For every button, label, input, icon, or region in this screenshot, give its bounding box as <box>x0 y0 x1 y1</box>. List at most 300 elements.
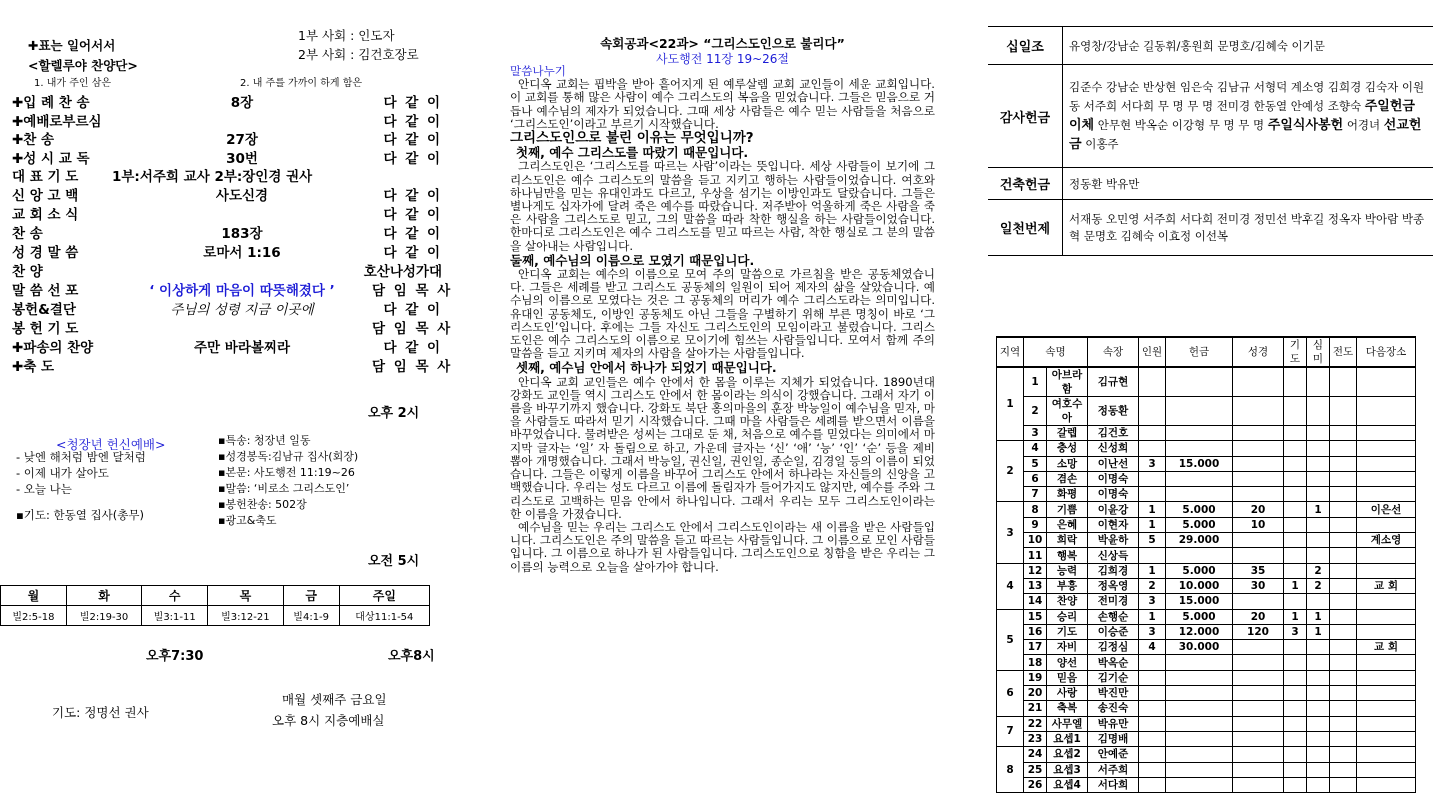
table-row <box>997 397 1416 426</box>
group-name-cell: 기쁨 <box>1047 502 1088 517</box>
question-heading: 그리스도인으로 불린 이유는 무엇입니까? <box>510 130 754 147</box>
offering-cell <box>1166 655 1233 670</box>
column-header: 속명 <box>1024 337 1088 367</box>
offering-cell <box>1166 471 1233 486</box>
leader-cell: 이승준 <box>1088 624 1139 639</box>
evangelism-cell <box>1330 731 1357 746</box>
visit-cell: 1 <box>1307 609 1330 624</box>
leader-cell: 박진만 <box>1088 686 1139 701</box>
order-leader: 다 같 이 <box>383 114 442 130</box>
group-no-cell: 3 <box>1024 426 1047 441</box>
offering-cell: 5.000 <box>1166 502 1233 517</box>
table-row <box>997 578 1416 593</box>
group-name-cell: 요셉1 <box>1047 731 1088 746</box>
order-content: 주님의 성령 지금 이곳에 <box>170 302 314 318</box>
youth-service-title: <청장년 헌신예배> <box>56 437 166 452</box>
leader-cell: 김규현 <box>1088 367 1139 397</box>
order-row <box>12 184 442 203</box>
leader-cell: 전미경 <box>1088 594 1139 609</box>
column-header: 심미 <box>1307 337 1330 367</box>
transfer-names: 안무현 박옥순 이강형 무 명 무 명 <box>1097 118 1265 132</box>
table-row <box>988 65 1433 168</box>
column-header: 헌금 <box>1166 337 1233 367</box>
offering-label: 감사헌금 <box>988 65 1063 168</box>
visit-cell <box>1307 367 1330 397</box>
table-row <box>997 609 1416 624</box>
reading-cell: 대상11:1-54 <box>339 606 429 626</box>
transfer-label: 주일헌금이체 <box>1069 99 1415 133</box>
prayer-cell <box>1284 456 1307 471</box>
meal-names: 어경녀 <box>1346 118 1381 132</box>
group-no-cell: 14 <box>1024 594 1047 609</box>
evangelism-cell <box>1330 609 1357 624</box>
lesson-subtitle: 사도행전 11장 19~26절 <box>655 52 790 66</box>
order-row <box>12 91 442 110</box>
friday-schedule-2: 오후 8시 지층예배실 <box>272 713 385 728</box>
table-row <box>997 471 1416 486</box>
members-cell: 4 <box>1139 640 1166 655</box>
visit-cell: 2 <box>1307 578 1330 593</box>
order-leader: 다 같 이 <box>383 302 442 318</box>
table-row <box>997 686 1416 701</box>
youth-right-item: ▪광고&축도 <box>218 514 277 527</box>
day-cell: 주일 <box>339 586 429 606</box>
bible-cell: 20 <box>1233 609 1284 624</box>
members-cell <box>1139 441 1166 456</box>
lesson-title: 속회공과<22과> “그리스도인으로 불리다” <box>600 36 845 51</box>
prayer-cell <box>1284 640 1307 655</box>
table-row <box>997 640 1416 655</box>
bible-cell <box>1233 686 1284 701</box>
column-header: 인원 <box>1139 337 1166 367</box>
hallelujah-choir: <할렐루야 찬양단> <box>28 58 138 73</box>
evangelism-cell <box>1330 456 1357 471</box>
visit-cell <box>1307 686 1330 701</box>
order-leader: 담 임 목 사 <box>372 321 453 337</box>
group-name-cell: 희락 <box>1047 533 1088 548</box>
prayer-cell: 3 <box>1284 624 1307 639</box>
group-name-cell: 기도 <box>1047 624 1088 639</box>
order-item: 교 회 소 식 <box>12 207 79 223</box>
bible-cell <box>1233 640 1284 655</box>
evangelism-cell <box>1330 716 1357 731</box>
visit-cell <box>1307 487 1330 502</box>
leader-cell: 이현자 <box>1088 517 1139 532</box>
members-cell <box>1139 762 1166 777</box>
next-place-cell <box>1357 367 1416 397</box>
region-cell: 8 <box>997 747 1024 793</box>
group-no-cell: 5 <box>1024 456 1047 471</box>
prayer-cell: 1 <box>1284 578 1307 593</box>
evangelism-cell <box>1330 670 1357 685</box>
bible-cell <box>1233 367 1284 397</box>
next-place-cell <box>1357 563 1416 578</box>
youth-left-item: - 오늘 나는 <box>16 482 72 496</box>
column-header: 성경 <box>1233 337 1284 367</box>
table-row <box>997 533 1416 548</box>
prayer-cell <box>1284 563 1307 578</box>
group-name-cell: 화평 <box>1047 487 1088 502</box>
bible-cell <box>1233 397 1284 426</box>
offering-cell: 12.000 <box>1166 624 1233 639</box>
offering-cell <box>1166 367 1233 397</box>
order-row <box>12 128 442 147</box>
order-content: 주만 바라볼찌라 <box>194 340 290 356</box>
visit-cell <box>1307 594 1330 609</box>
offering-cell <box>1166 701 1233 716</box>
bible-cell: 35 <box>1233 563 1284 578</box>
next-place-cell <box>1357 426 1416 441</box>
visit-cell <box>1307 747 1330 762</box>
members-cell <box>1139 655 1166 670</box>
paragraph: 안디옥 교회는 예수의 이름으로 모여 주의 말씀으로 가르침을 받은 공동체였습니다. 그들은 세례를 받고 그리스도 공동체의 일원이 되어 제자의 삶을 살았습니다. 예수님의 이름으로 모였다는 것은 그 공동체의 머리가 예수 그리스도라는 의미입니다. 유대인 공동체도, 이방인 공동체도 아닌 그들을 구별하기 위해 부른 명칭이 바로 ‘그리스도인’입니다. 후에는 그들 자신도 그리스도인의 모임이라고 불렀습니다. 그리스도인은 예수 그리스도의 이름으로 모이기에 힘쓰는 사람들입니다. 모여서 함께 주의 말씀을 듣고 지키며 제자의 사람을 살아가는 사람들입니다. <box>510 267 935 361</box>
offering-cell: 5.000 <box>1166 563 1233 578</box>
leader-cell: 정동환 <box>1088 397 1139 426</box>
next-place-cell <box>1357 624 1416 639</box>
youth-right-item: ▪말씀: ‘비로소 그리스도인’ <box>218 482 350 495</box>
cell-group-table <box>996 336 1416 793</box>
group-no-cell: 18 <box>1024 655 1047 670</box>
next-place-cell <box>1357 747 1416 762</box>
table-row <box>997 762 1416 777</box>
order-row <box>12 147 442 166</box>
next-place-cell: 이은선 <box>1357 502 1416 517</box>
leader-cell: 서주희 <box>1088 762 1139 777</box>
table-row <box>997 426 1416 441</box>
day-cell: 월 <box>1 586 67 606</box>
evangelism-cell <box>1330 548 1357 563</box>
bible-cell: 30 <box>1233 578 1284 593</box>
group-no-cell: 22 <box>1024 716 1047 731</box>
evangelism-cell <box>1330 624 1357 639</box>
order-row <box>12 355 453 375</box>
offering-table <box>988 26 1433 256</box>
offering-cell <box>1166 487 1233 502</box>
visit-cell <box>1307 777 1330 792</box>
visit-cell <box>1307 762 1330 777</box>
prayer-cell <box>1284 426 1307 441</box>
next-place-cell <box>1357 777 1416 792</box>
group-name-cell: 사랑 <box>1047 686 1088 701</box>
prayer-cell <box>1284 655 1307 670</box>
offering-cell <box>1166 426 1233 441</box>
members-cell: 2 <box>1139 578 1166 593</box>
evangelism-cell <box>1330 640 1357 655</box>
prayer-cell <box>1284 747 1307 762</box>
lesson-body <box>510 65 935 574</box>
group-no-cell: 20 <box>1024 686 1047 701</box>
group-name-cell: 양선 <box>1047 655 1088 670</box>
group-no-cell: 16 <box>1024 624 1047 639</box>
prayer-cell <box>1284 367 1307 397</box>
region-cell: 6 <box>997 670 1024 716</box>
day-cell: 목 <box>208 586 284 606</box>
group-no-cell: 19 <box>1024 670 1047 685</box>
order-row <box>12 110 442 129</box>
column-header: 기도 <box>1284 337 1307 367</box>
group-no-cell: 21 <box>1024 701 1047 716</box>
bible-cell <box>1233 441 1284 456</box>
visit-cell: 2 <box>1307 563 1330 578</box>
bible-cell: 20 <box>1233 502 1284 517</box>
point-heading: 셋째, 예수님 안에서 하나가 되었기 때문입니다. <box>516 360 777 376</box>
reading-cell: 빌3:1-11 <box>142 606 208 626</box>
region-cell: 4 <box>997 563 1024 609</box>
group-no-cell: 4 <box>1024 441 1047 456</box>
prayer-cell <box>1284 487 1307 502</box>
offering-cell: 5.000 <box>1166 609 1233 624</box>
standing-legend: ✚표는 일어서서 <box>28 38 116 53</box>
weekly-reading-table <box>0 585 430 626</box>
order-item: 대 표 기 도 <box>12 169 79 185</box>
offering-cell <box>1166 716 1233 731</box>
prayer-cell <box>1284 548 1307 563</box>
prayer-cell <box>1284 762 1307 777</box>
mission-names: 이홍주 <box>1085 137 1119 151</box>
order-content: 1부:서주희 교사 2부:장인경 권사 <box>112 169 313 185</box>
members-cell <box>1139 731 1166 746</box>
region-cell: 5 <box>997 609 1024 670</box>
sermon-title: ‘ 이상하게 마음이 따뜻해졌다 ’ <box>149 283 335 299</box>
evangelism-cell <box>1330 533 1357 548</box>
visit-cell <box>1307 716 1330 731</box>
order-leader: 호산나성가대 <box>363 264 442 280</box>
order-item: 봉헌&결단 <box>12 302 76 318</box>
offering-names: 정동환 박유만 <box>1063 168 1434 200</box>
members-cell <box>1139 777 1166 792</box>
members-cell: 1 <box>1139 563 1166 578</box>
reading-cell: 빌2:5-18 <box>1 606 67 626</box>
order-leader: 담 임 목 사 <box>372 359 453 375</box>
meal-label: 주일식사봉헌 <box>1267 118 1344 133</box>
offering-cell <box>1166 441 1233 456</box>
region-cell: 7 <box>997 716 1024 747</box>
group-name-cell: 요셉2 <box>1047 747 1088 762</box>
youth-left-list <box>16 449 146 523</box>
order-leader: 다 같 이 <box>383 226 442 242</box>
visit-cell <box>1307 441 1330 456</box>
evangelism-cell <box>1330 441 1357 456</box>
group-name-cell: 소망 <box>1047 456 1088 471</box>
group-no-cell: 9 <box>1024 517 1047 532</box>
youth-right-item: ▪특송: 청장년 일동 <box>218 434 311 447</box>
order-item: ✚성 시 교 독 <box>12 151 90 167</box>
prayer-cell <box>1284 701 1307 716</box>
members-cell: 3 <box>1139 624 1166 639</box>
paragraph: 예수님을 믿는 우리는 그리스도 안에서 그리스도인이라는 새 이름을 받은 사람들입니다. 그리스도인은 주의 말씀을 듣고 따르는 사람들입니다. 그 이름으로 모인 사람들입니다. 그 이름으로 하나가 된 사람들입니다. 그리스도인으로 칭함을 받은 우리는 그 이름의 능력으로 오늘을 살아가야 합니다. <box>510 519 936 574</box>
bible-cell: 10 <box>1233 517 1284 532</box>
order-content: 사도신경 <box>215 188 269 204</box>
mission-label: 선교헌금 <box>1069 118 1422 152</box>
leader-cell: 박옥순 <box>1088 655 1139 670</box>
members-cell <box>1139 686 1166 701</box>
evangelism-cell <box>1330 563 1357 578</box>
group-no-cell: 10 <box>1024 533 1047 548</box>
evangelism-cell <box>1330 426 1357 441</box>
table-header-row <box>997 337 1416 367</box>
next-place-cell <box>1357 397 1416 426</box>
table-row <box>997 655 1416 670</box>
order-item: ✚축 도 <box>12 359 55 375</box>
leader-cell: 신성희 <box>1088 441 1139 456</box>
order-row <box>12 260 442 279</box>
group-name-cell: 행복 <box>1047 548 1088 563</box>
group-name-cell: 아브라함 <box>1047 367 1088 397</box>
order-item: 성 경 말 씀 <box>12 245 79 261</box>
table-row <box>997 563 1416 578</box>
group-no-cell: 8 <box>1024 502 1047 517</box>
prayer-cell <box>1284 533 1307 548</box>
next-place-cell <box>1357 456 1416 471</box>
group-no-cell: 1 <box>1024 367 1047 397</box>
members-cell <box>1139 670 1166 685</box>
order-row <box>12 203 442 222</box>
bible-cell <box>1233 533 1284 548</box>
order-leader: 다 같 이 <box>383 95 442 111</box>
order-row <box>12 165 442 184</box>
group-no-cell: 7 <box>1024 487 1047 502</box>
next-place-cell <box>1357 670 1416 685</box>
prayer-cell: 1 <box>1284 609 1307 624</box>
order-item: ✚파송의 찬양 <box>12 340 94 356</box>
day-cell: 금 <box>283 586 339 606</box>
group-name-cell: 겸손 <box>1047 471 1088 486</box>
members-cell: 3 <box>1139 456 1166 471</box>
youth-left-item: - 이제 내가 살아도 <box>16 466 109 480</box>
members-cell <box>1139 716 1166 731</box>
prayer-cell <box>1284 670 1307 685</box>
evangelism-cell <box>1330 578 1357 593</box>
paragraph: 안디옥 교회 교인들은 예수 안에서 한 몸을 이루는 지체가 되었습니다. 1890년대 강화도 교인들 역시 그리스도 안에서 한 몸이라는 의식이 강했습니다. 그래서 자기 이름을 바꾸기까지 했습니다. 강화도 북단 홍의마을의 훈장 박능일이 예수님을 믿자, 마을 사람들도 따라서 믿기 시작했습니다. 그때 마을 사람들은 세례를 받으면서 이름을 바꾸었습니다. 물려받은 성씨는 그대로 둔 채, 처음으로 예수를 믿었다는 의미에서 마지막 글자는 ‘일’ 자 돌림으로 하고, 가운데 글자는 ‘신’ ‘애’ ‘능’ ‘인’ ‘순’ 등을 제비 뽑아 개명했습니다. 그래서 박능일, 권신일, 권인일, 종순일, 김경일 등의 이름이 되었습니다. 그들은 이렇게 이름을 바꾸어 그리스도 안에서 하나라는 자신들의 신앙을 고백했습니다. 우리는 성도 다르고 이름에 돌림자가 들어가지도 않지만, 예수를 주와 그리스도로 고백하는 믿음 안에서 하나입니다. 그래서 우리는 모두 그리스도인이라는 한 이름을 가졌습니다. <box>510 374 936 521</box>
table-row <box>997 487 1416 502</box>
table-row <box>997 777 1416 792</box>
evangelism-cell <box>1330 701 1357 716</box>
next-place-cell <box>1357 762 1416 777</box>
visit-cell <box>1307 456 1330 471</box>
bible-cell <box>1233 548 1284 563</box>
table-row <box>1 586 430 606</box>
visit-cell <box>1307 533 1330 548</box>
members-cell: 1 <box>1139 517 1166 532</box>
visit-cell <box>1307 426 1330 441</box>
leader-cell: 이윤강 <box>1088 502 1139 517</box>
bible-cell <box>1233 594 1284 609</box>
leader-cell: 신상득 <box>1088 548 1139 563</box>
group-name-cell: 여호수아 <box>1047 397 1088 426</box>
evangelism-cell <box>1330 655 1357 670</box>
pm2-time: 오후 2시 <box>368 406 420 421</box>
evangelism-cell <box>1330 594 1357 609</box>
reading-cell: 빌4:1-9 <box>283 606 339 626</box>
group-name-cell: 부흥 <box>1047 578 1088 593</box>
evangelism-cell <box>1330 686 1357 701</box>
group-name-cell: 갈렙 <box>1047 426 1088 441</box>
next-place-cell <box>1357 731 1416 746</box>
column-header: 다음장소 <box>1357 337 1416 367</box>
prayer-cell <box>1284 441 1307 456</box>
table-row <box>997 731 1416 746</box>
members-cell: 5 <box>1139 533 1166 548</box>
order-row <box>12 317 453 337</box>
youth-right-list <box>218 433 358 529</box>
table-row <box>997 624 1416 639</box>
order-row <box>12 298 442 317</box>
prayer-cell <box>1284 397 1307 426</box>
group-no-cell: 23 <box>1024 731 1047 746</box>
table-row <box>997 594 1416 609</box>
group-name-cell: 자비 <box>1047 640 1088 655</box>
leader-cell: 김건호 <box>1088 426 1139 441</box>
group-name-cell: 찬양 <box>1047 594 1088 609</box>
group-no-cell: 26 <box>1024 777 1047 792</box>
praise-song-2: 2. 내 주를 가까이 하게 함은 <box>240 78 363 89</box>
group-name-cell: 능력 <box>1047 563 1088 578</box>
table-row <box>997 548 1416 563</box>
evangelism-cell <box>1330 777 1357 792</box>
offering-cell <box>1166 762 1233 777</box>
leader-cell: 이명숙 <box>1088 471 1139 486</box>
order-content: 27장 <box>226 132 258 148</box>
evangelism-cell <box>1330 502 1357 517</box>
leader-cell: 이명숙 <box>1088 487 1139 502</box>
prayer-cell <box>1284 731 1307 746</box>
members-cell <box>1139 471 1166 486</box>
order-leader: 다 같 이 <box>383 132 442 148</box>
table-row <box>997 716 1416 731</box>
group-no-cell: 13 <box>1024 578 1047 593</box>
bible-cell <box>1233 655 1284 670</box>
leader-cell: 송진숙 <box>1088 701 1139 716</box>
bible-cell <box>1233 762 1284 777</box>
order-item: 말 씀 선 포 <box>12 283 79 299</box>
next-place-cell <box>1357 548 1416 563</box>
next-place-cell <box>1357 701 1416 716</box>
order-content: 8장 <box>230 95 254 111</box>
offering-cell: 10.000 <box>1166 578 1233 593</box>
group-name-cell: 축복 <box>1047 701 1088 716</box>
offering-label: 십일조 <box>988 27 1063 65</box>
members-cell: 1 <box>1139 609 1166 624</box>
offering-names: 유영창/강남순 길동휘/홍원희 문명호/김혜숙 이기문 <box>1063 27 1434 65</box>
pm730-time: 오후7:30 <box>146 649 204 664</box>
group-name-cell: 믿음 <box>1047 670 1088 685</box>
offering-cell: 15.000 <box>1166 456 1233 471</box>
order-row <box>12 279 453 299</box>
members-cell <box>1139 701 1166 716</box>
youth-right-item: ▪성경봉독:김남규 집사(회장) <box>218 450 359 463</box>
offering-cell <box>1166 777 1233 792</box>
prayer-cell <box>1284 594 1307 609</box>
order-leader: 다 같 이 <box>383 151 442 167</box>
members-cell: 3 <box>1139 594 1166 609</box>
next-place-cell <box>1357 609 1416 624</box>
table-row <box>997 747 1416 762</box>
region-cell: 3 <box>997 502 1024 563</box>
next-place-cell <box>1357 716 1416 731</box>
bible-cell <box>1233 471 1284 486</box>
next-place-cell: 계소영 <box>1357 533 1416 548</box>
youth-right-item: ▪본문: 사도행전 11:19~26 <box>218 466 355 479</box>
friday-schedule-1: 매월 셋째주 금요일 <box>282 692 387 707</box>
members-cell <box>1139 487 1166 502</box>
members-cell <box>1139 426 1166 441</box>
leader-cell: 김기순 <box>1088 670 1139 685</box>
next-place-cell <box>1357 686 1416 701</box>
evangelism-cell <box>1330 397 1357 426</box>
reading-cell: 빌3:12-21 <box>208 606 284 626</box>
offering-names <box>1063 65 1434 168</box>
visit-cell <box>1307 640 1330 655</box>
